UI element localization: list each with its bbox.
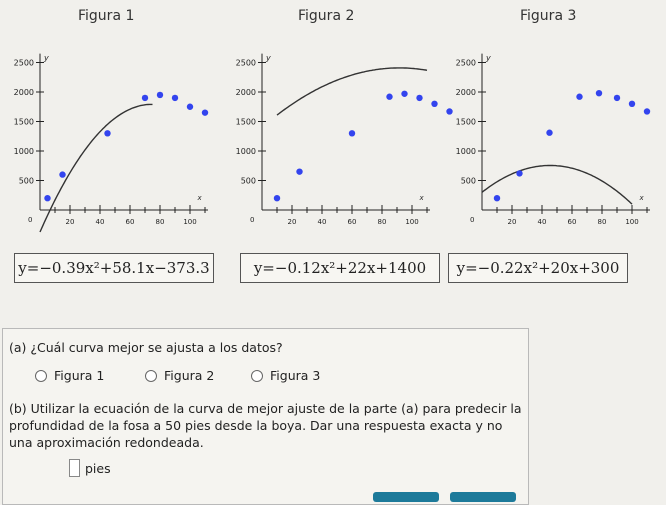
data-point <box>614 95 620 101</box>
x-tick-label: 60 <box>347 218 357 226</box>
x-tick-label: 100 <box>625 218 639 226</box>
y-axis-label: y <box>266 53 271 63</box>
data-point <box>576 94 582 100</box>
figure-1-plot <box>0 32 216 242</box>
figure-2-title: Figura 2 <box>298 8 355 24</box>
question-b-text: (b) Utilizar la ecuación de la curva de mejor ajuste de la parte (a) para predecir la profundidad de la fosa a 50 pies desde la boya. Dar una respuesta exacta y no una aproximación redondeada. <box>9 401 522 450</box>
data-point <box>401 91 407 97</box>
figure-3-title: Figura 3 <box>520 8 577 24</box>
x-tick-label: 40 <box>95 218 105 226</box>
y-tick-label: 500 <box>240 176 256 186</box>
answer-input[interactable] <box>69 459 80 477</box>
y-tick-label: 2500 <box>455 58 476 68</box>
data-point <box>416 95 422 101</box>
data-point <box>187 104 193 110</box>
option-figura-1[interactable] <box>35 368 104 383</box>
data-point <box>274 195 280 201</box>
data-point <box>104 130 110 136</box>
data-point <box>296 168 302 174</box>
data-point <box>59 171 65 177</box>
x-axis-label: x <box>197 194 202 202</box>
option-figura-2[interactable] <box>145 368 214 383</box>
origin-label: 0 <box>250 216 255 224</box>
figure-2-plot <box>222 32 438 242</box>
figure-2-equation: y=−0.12x²+22x+1400 <box>240 253 440 283</box>
x-tick-label: 20 <box>287 218 297 226</box>
option-label: Figura 2 <box>164 368 215 383</box>
x-tick-label: 20 <box>507 218 517 226</box>
data-point <box>172 95 178 101</box>
figure-1-title: Figura 1 <box>78 8 135 24</box>
x-tick-label: 100 <box>405 218 419 226</box>
x-tick-label: 60 <box>125 218 135 226</box>
data-point <box>546 130 552 136</box>
figure-3-plot <box>442 32 658 242</box>
data-point <box>44 195 50 201</box>
radio-icon[interactable] <box>145 370 157 382</box>
data-point <box>386 94 392 100</box>
y-tick-label: 500 <box>460 176 476 186</box>
data-point <box>142 95 148 101</box>
data-point <box>349 130 355 136</box>
origin-label: 0 <box>470 216 475 224</box>
figure-3-equation: y=−0.22x²+20x+300 <box>448 253 628 283</box>
option-label: Figura 3 <box>270 368 321 383</box>
figure-1-equation: y=−0.39x²+58.1x−373.3 <box>14 253 214 283</box>
fit-curve <box>482 166 632 205</box>
question-a-text: (a) ¿Cuál curva mejor se ajusta a los datos? <box>9 340 283 355</box>
data-point <box>157 92 163 98</box>
x-tick-label: 40 <box>537 218 547 226</box>
data-point <box>202 109 208 115</box>
y-tick-label: 2000 <box>455 88 476 97</box>
y-tick-label: 1500 <box>455 117 476 127</box>
y-axis-label: y <box>486 53 491 63</box>
y-axis-label: y <box>44 53 49 63</box>
radio-icon[interactable] <box>35 370 47 382</box>
answer-unit: pies <box>85 460 111 476</box>
data-point <box>644 108 650 114</box>
radio-icon[interactable] <box>251 370 263 382</box>
y-tick-label: 2000 <box>13 88 34 97</box>
y-tick-label: 1500 <box>235 117 256 127</box>
x-tick-label: 80 <box>377 218 387 226</box>
data-point <box>431 101 437 107</box>
question-panel <box>2 328 529 505</box>
answer-field[interactable] <box>69 459 111 477</box>
x-tick-label: 100 <box>183 218 197 226</box>
data-point <box>494 195 500 201</box>
y-tick-label: 2500 <box>235 58 256 68</box>
fit-curve <box>40 104 153 232</box>
y-tick-label: 1000 <box>13 147 34 156</box>
y-tick-label: 1500 <box>13 117 34 127</box>
y-tick-label: 2500 <box>13 58 34 68</box>
option-figura-3[interactable] <box>251 368 320 383</box>
bottom-button-left[interactable] <box>373 492 439 502</box>
x-tick-label: 80 <box>597 218 607 226</box>
y-tick-label: 1000 <box>235 147 256 156</box>
x-tick-label: 60 <box>567 218 577 226</box>
x-tick-label: 20 <box>65 218 75 226</box>
x-tick-label: 80 <box>155 218 165 226</box>
y-tick-label: 500 <box>18 176 34 186</box>
y-tick-label: 1000 <box>455 147 476 156</box>
bottom-button-right[interactable] <box>450 492 516 502</box>
x-axis-label: x <box>639 194 644 202</box>
x-axis-label: x <box>419 194 424 202</box>
option-label: Figura 1 <box>54 368 105 383</box>
data-point <box>516 170 522 176</box>
data-point <box>596 90 602 96</box>
y-tick-label: 2000 <box>235 88 256 97</box>
data-point <box>629 101 635 107</box>
origin-label: 0 <box>28 216 33 224</box>
x-tick-label: 40 <box>317 218 327 226</box>
